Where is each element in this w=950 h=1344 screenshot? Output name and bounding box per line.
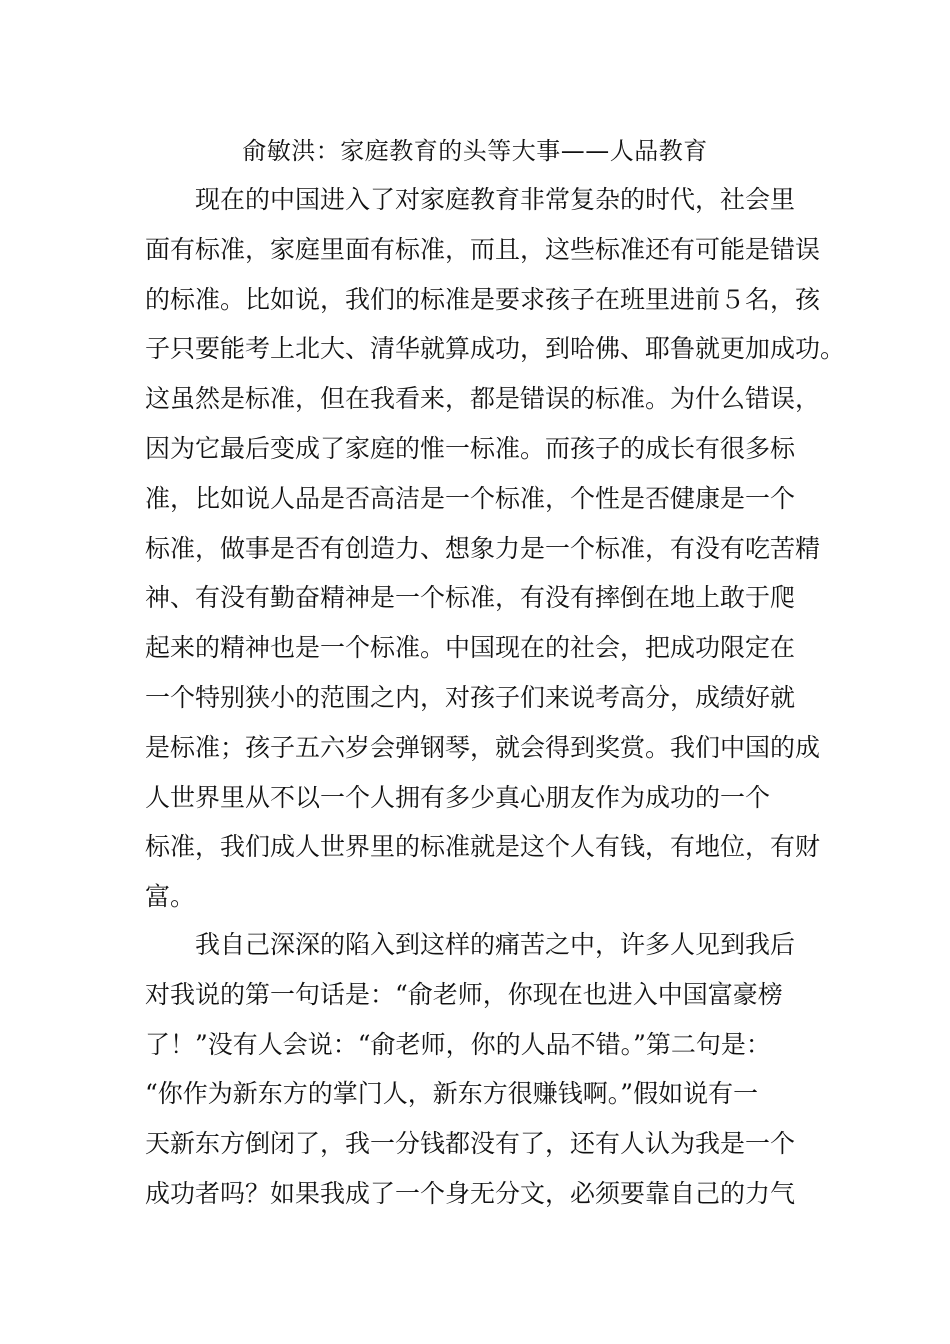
text-line: 对我说的第一句话是：“俞老师，你现在也进入中国富豪榜 [145,979,783,1009]
text-line: 因为它最后变成了家庭的惟一标准。而孩子的成长有很多标 [145,433,796,463]
text-line: 起来的精神也是一个标准。中国现在的社会，把成功限定在 [145,633,796,663]
paragraph [145,175,846,922]
text-line: 神、有没有勤奋精神是一个标准，有没有摔倒在地上敢于爬 [145,583,796,613]
text-line: 准，比如说人品是否高洁是一个标准，个性是否健康是一个 [145,483,796,513]
text-line: 人世界里从不以一个人拥有多少真心朋友作为成功的一个 [145,782,771,812]
text-line: “你作为新东方的掌门人，新东方很赚钱啊。”假如说有一 [145,1079,759,1109]
text-line: 的标准。比如说，我们的标准是要求孩子在班里进前５名，孩 [145,284,821,314]
text-line: 标准，我们成人世界里的标准就是这个人有钱，有地位，有财 [145,832,821,862]
text-line: 富。 [145,882,196,912]
text-line: 一个特别狭小的范围之内，对孩子们来说考高分，成绩好就 [145,682,796,712]
text-line: 这虽然是标准，但在我看来，都是错误的标准。为什么错误， [145,384,821,414]
text-line: 成功者吗？如果我成了一个身无分文，必须要靠自己的力气 [145,1178,796,1208]
text-line: 面有标准，家庭里面有标准，而且，这些标准还有可能是错误 [145,234,821,264]
text-line: 天新东方倒闭了，我一分钱都没有了，还有人认为我是一个 [145,1129,796,1159]
text-line: 现在的中国进入了对家庭教育非常复杂的时代，社会里 [195,185,796,214]
text-line: 我自己深深的陷入到这样的痛苦之中，许多人见到我后 [195,930,796,959]
text-line: 了！”没有人会说：“俞老师，你的人品不错。”第二句是： [145,1029,771,1059]
text-line: 子只要能考上北大、清华就算成功，到哈佛、耶鲁就更加成功。 [145,334,846,364]
text-line: 是标准；孩子五六岁会弹钢琴，就会得到奖赏。我们中国的成 [145,732,821,762]
text-line: 标准，做事是否有创造力、想象力是一个标准，有没有吃苦精 [145,533,821,563]
paragraph [145,920,810,1219]
document-title: 俞敏洪：家庭教育的头等大事——人品教育 [242,137,708,165]
